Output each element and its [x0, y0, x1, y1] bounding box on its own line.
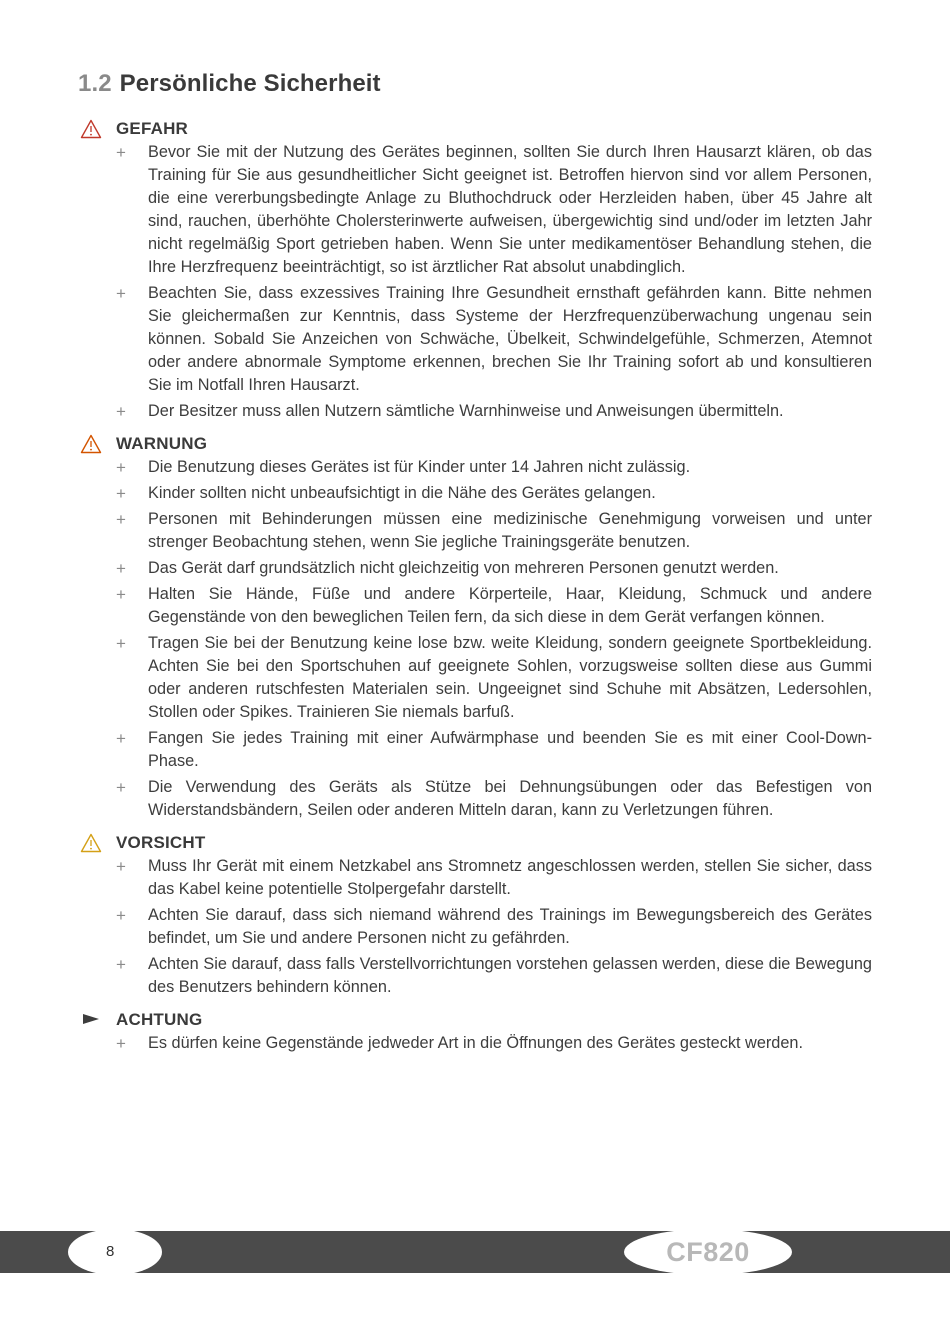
plus-bullet-icon: +: [116, 585, 126, 604]
model-label: CF820: [624, 1229, 792, 1275]
section-vorsicht: [78, 832, 872, 999]
warning-triangle-icon: [80, 119, 102, 139]
section-warnung: [78, 433, 872, 822]
caution-triangle-icon: [80, 833, 102, 853]
plus-bullet-icon: +: [116, 634, 126, 653]
item-text: Muss Ihr Gerät mit einem Netzkabel ans Stromnetz angeschlossen werden, stellen Sie sicher, dass das Kabel keine potentielle Stolpergefahr darstellt.: [148, 857, 872, 898]
plus-bullet-icon: +: [116, 729, 126, 748]
item-text: Der Besitzer muss allen Nutzern sämtliche Warnhinweise und Anweisungen übermitteln.: [148, 402, 784, 420]
plus-bullet-icon: +: [116, 143, 126, 162]
plus-bullet-icon: +: [116, 510, 126, 529]
list-item: [78, 727, 872, 773]
plus-bullet-icon: +: [116, 458, 126, 477]
section-header: [78, 433, 872, 456]
plus-bullet-icon: +: [116, 857, 126, 876]
warning-triangle-icon: [80, 434, 102, 454]
item-text: Achten Sie darauf, dass sich niemand während des Trainings im Bewegungsbereich des Gerätes befindet, um Sie und andere Personen nicht zu gefährden.: [148, 906, 872, 947]
list-item: [78, 482, 872, 505]
plus-bullet-icon: +: [116, 955, 126, 974]
section-header: [78, 1009, 872, 1032]
list-item: [78, 141, 872, 279]
section-header: [78, 832, 872, 855]
list-item: [78, 282, 872, 397]
list-item: [78, 557, 872, 580]
item-text: Die Benutzung dieses Gerätes ist für Kinder unter 14 Jahren nicht zulässig.: [148, 458, 691, 476]
section-label: GEFAHR: [116, 119, 189, 138]
safety-content: [78, 118, 872, 1065]
list-item: [78, 904, 872, 950]
plus-bullet-icon: +: [116, 559, 126, 578]
item-text: Tragen Sie bei der Benutzung keine lose bzw. weite Kleidung, sondern geeignete Sportbekleidung. Achten Sie bei den Sportschuhen auf geeignete Sohlen, vorzugsweise sollten diese aus Gummi oder anderen rutschfesten Materialen sein. Ungeeignet sind Schuhe mit Absätzen, Ledersohlen, Stollen oder Spikes. Trainieren Sie niemals barfuß.: [148, 634, 872, 721]
plus-bullet-icon: +: [116, 906, 126, 925]
plus-bullet-icon: +: [116, 484, 126, 503]
section-number: 1.2: [78, 70, 112, 97]
plus-bullet-icon: +: [116, 402, 126, 421]
list-item: [78, 1032, 872, 1055]
plus-bullet-icon: +: [116, 1034, 126, 1053]
section-header: [78, 118, 872, 141]
item-text: Beachten Sie, dass exzessives Training Ihre Gesundheit ernsthaft gefährden kann. Bitte nehmen Sie gleichermaßen zur Kenntnis, dass Systeme der Herzfrequenzüberwachung ungenau sein können. Sobald Sie Anzeichen von Schwäche, Übelkeit, Schwindelgefühle, Schmerzen, Atemnot oder andere abnormale Symptome erkennen, brechen Sie Ihr Training sofort ab und konsultieren Sie im Notfall Ihren Hausarzt.: [148, 284, 872, 394]
plus-bullet-icon: +: [116, 284, 126, 303]
item-text: Fangen Sie jedes Training mit einer Aufwärmphase und beenden Sie es mit einer Cool-Down-Phase.: [148, 729, 872, 770]
list-item: [78, 583, 872, 629]
list-item: [78, 400, 872, 423]
item-text: Personen mit Behinderungen müssen eine medizinische Genehmigung vorweisen und unter strenger Beobachtung stehen, wenn Sie jegliche Trainingsgeräte benutzen.: [148, 510, 872, 551]
item-text: Achten Sie darauf, dass falls Verstellvorrichtungen vorstehen gelassen werden, diese die Bewegung des Benutzers behindern können.: [148, 955, 872, 996]
section-gefahr: [78, 118, 872, 423]
list-item: [78, 855, 872, 901]
list-item: [78, 953, 872, 999]
list-item: [78, 776, 872, 822]
list-item: [78, 632, 872, 724]
section-label: ACHTUNG: [116, 1010, 203, 1029]
item-text: Das Gerät darf grundsätzlich nicht gleichzeitig von mehreren Personen genutzt werden.: [148, 559, 779, 577]
page-title: [78, 70, 381, 98]
list-item: [78, 456, 872, 479]
item-text: Die Verwendung des Geräts als Stütze bei Dehnungsübungen oder das Befestigen von Widerstandsbändern, Seilen oder anderen Mitteln daran, kann zu Verletzungen führen.: [148, 778, 872, 819]
section-title: Persönliche Sicherheit: [119, 70, 381, 97]
list-item: [78, 508, 872, 554]
page-number: 8: [68, 1229, 162, 1275]
section-achtung: [78, 1009, 872, 1055]
flag-pointer-icon: [80, 1010, 102, 1030]
plus-bullet-icon: +: [116, 778, 126, 797]
item-text: Bevor Sie mit der Nutzung des Gerätes beginnen, sollten Sie durch Ihren Hausarzt klären, ob das Training für Sie aus gesundheitlicher Sicht geeignet ist. Betroffen hiervon sind vor allem Personen, die eine vererbungsbedingte Anlage zu Bluthochdruck oder Herzleiden haben, über 45 Jahre alt sind, rauchen, überhöhte Cholersterinwerte aufweisen, übergewichtig sind und/oder im letzten Jahr nicht regelmäßig Sport getrieben haben. Wenn Sie unter medikamentöser Behandlung stehen, die Ihre Herzfrequenz beeinträchtigt, so ist ärztlicher Rat absolut unabdinglich.: [148, 143, 872, 276]
item-text: Halten Sie Hände, Füße und andere Körperteile, Haar, Kleidung, Schmuck und andere Gegenstände von den beweglichen Teilen fern, da sich diese in dem Gerät verfangen können.: [148, 585, 872, 626]
section-label: VORSICHT: [116, 833, 206, 852]
item-text: Es dürfen keine Gegenstände jedweder Art in die Öffnungen des Gerätes gesteckt werden.: [148, 1034, 803, 1052]
item-text: Kinder sollten nicht unbeaufsichtigt in die Nähe des Gerätes gelangen.: [148, 484, 656, 502]
section-label: WARNUNG: [116, 434, 208, 453]
